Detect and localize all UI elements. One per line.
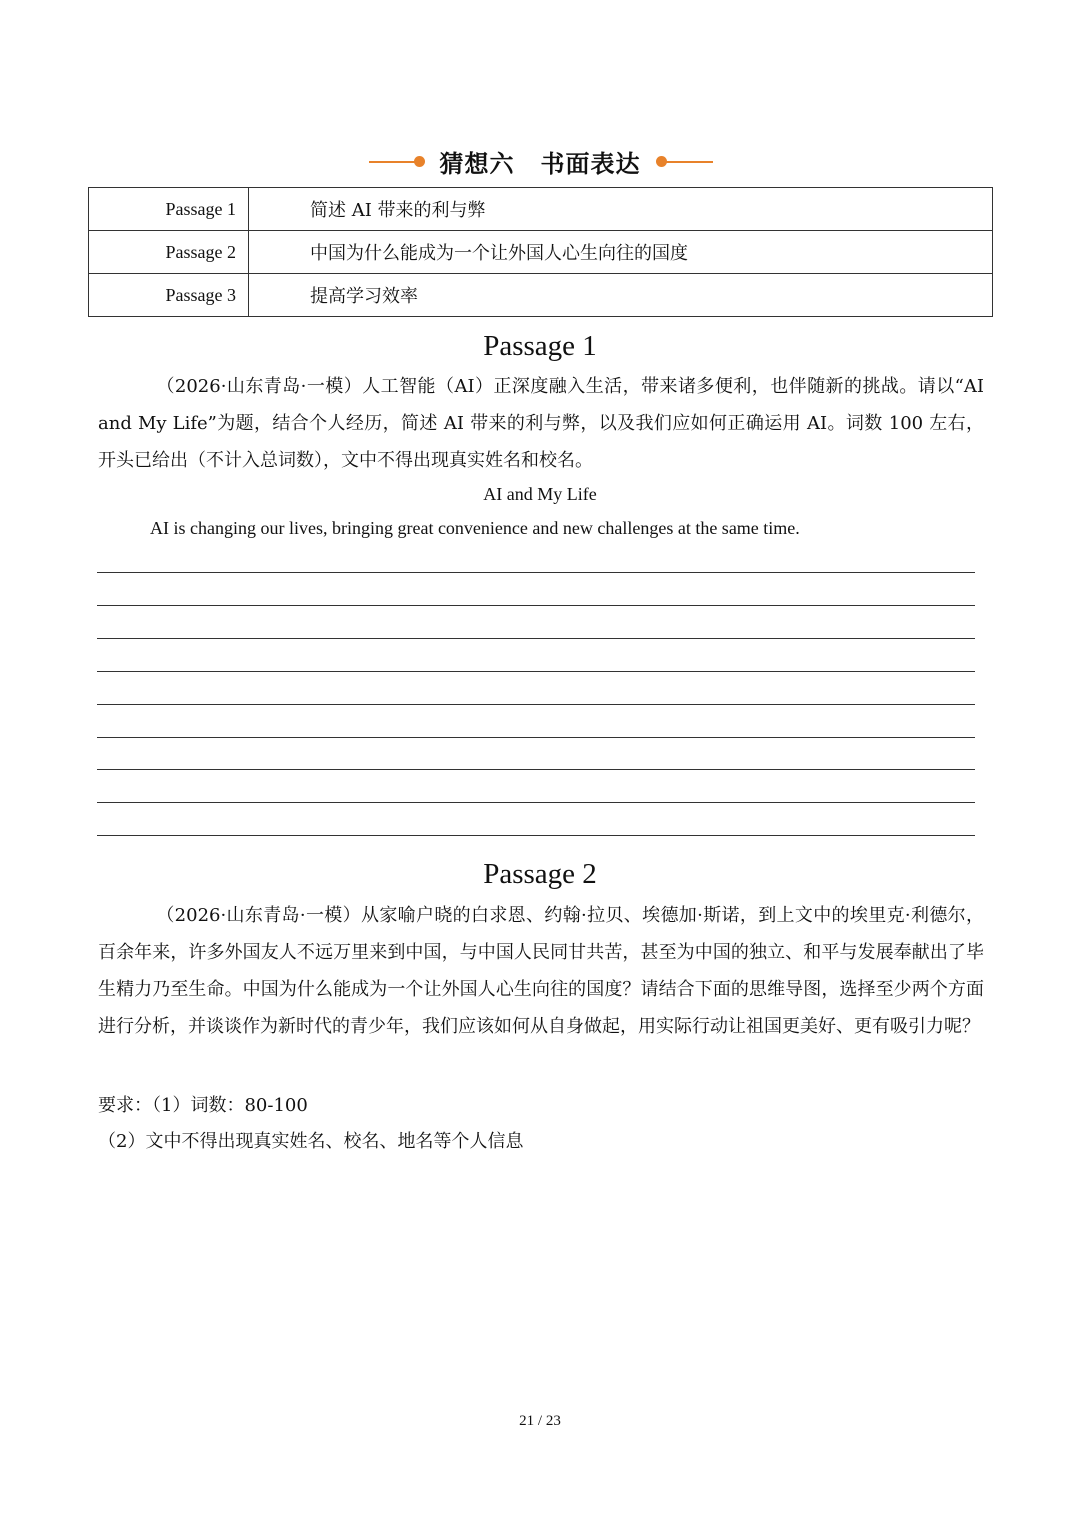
passage1-prompt xyxy=(98,368,984,479)
summary-table xyxy=(88,187,993,317)
passage2-prompt xyxy=(98,897,984,1045)
section-title-topic: 书面表达 xyxy=(540,150,641,178)
writing-line[interactable] xyxy=(97,769,975,770)
requirement-word-count: 要求：（1）词数：80-100 xyxy=(98,1095,308,1116)
table-cell-label: Passage 1 xyxy=(89,188,249,231)
table-row xyxy=(89,274,993,317)
essay-title: AI and My Life xyxy=(483,484,597,504)
requirement-privacy: （2）文中不得出现真实姓名、校名、地名等个人信息 xyxy=(98,1131,524,1152)
table-cell-topic: 提高学习效率 xyxy=(249,274,993,317)
table-row xyxy=(89,188,993,231)
passage2-title: Passage 2 xyxy=(483,858,597,890)
header-right-line xyxy=(663,161,713,163)
writing-line[interactable] xyxy=(97,638,975,639)
section-title-number: 猜想六 xyxy=(439,150,515,178)
table-row xyxy=(89,231,993,274)
table-cell-topic: 简述 AI 带来的利与弊 xyxy=(249,188,993,231)
writing-line[interactable] xyxy=(97,835,975,836)
passage1-title: Passage 1 xyxy=(483,330,597,362)
writing-line[interactable] xyxy=(97,605,975,606)
essay-opening-sentence: AI is changing our lives, bringing great convenience and new challenges at the same time. xyxy=(150,518,800,538)
writing-line[interactable] xyxy=(97,704,975,705)
passage2-prompt-text: （2026·山东青岛·一模）从家喻户晓的白求恩、约翰·拉贝、埃德加·斯诺，到上文中的埃里克·利德尔，百余年来，许多外国友人不远万里来到中国，与中国人民同甘共苦，甚至为中国的独立、和平与发展奉献出了毕生精力乃至生命。中国为什么能成为一个让外国人心生向往的国度？请结合下面的思维导图，选择至少两个方面进行分析，并谈谈作为新时代的青少年，我们应该如何从自身做起，用实际行动让祖国更美好、更有吸引力呢？ xyxy=(98,905,984,1037)
writing-line[interactable] xyxy=(97,671,975,672)
page-number: 21 / 23 xyxy=(519,1413,561,1429)
table-cell-label: Passage 2 xyxy=(89,231,249,274)
section-header xyxy=(0,140,1080,184)
table-cell-topic: 中国为什么能成为一个让外国人心生向往的国度 xyxy=(249,231,993,274)
table-cell-label: Passage 3 xyxy=(89,274,249,317)
writing-line[interactable] xyxy=(97,572,975,573)
section-title xyxy=(0,144,1080,179)
writing-line[interactable] xyxy=(97,737,975,738)
passage1-prompt-text: （2026·山东青岛·一模）人工智能（AI）正深度融入生活，带来诸多便利，也伴随新的挑战。请以“AI and My Life”为题，结合个人经历，简述 AI 带来的利与弊，以及我们应如何正确运用 AI。词数 100 左右，开头已给出（不计入总词数），文中不得出现真实姓名和校名。 xyxy=(98,376,984,471)
writing-line[interactable] xyxy=(97,802,975,803)
